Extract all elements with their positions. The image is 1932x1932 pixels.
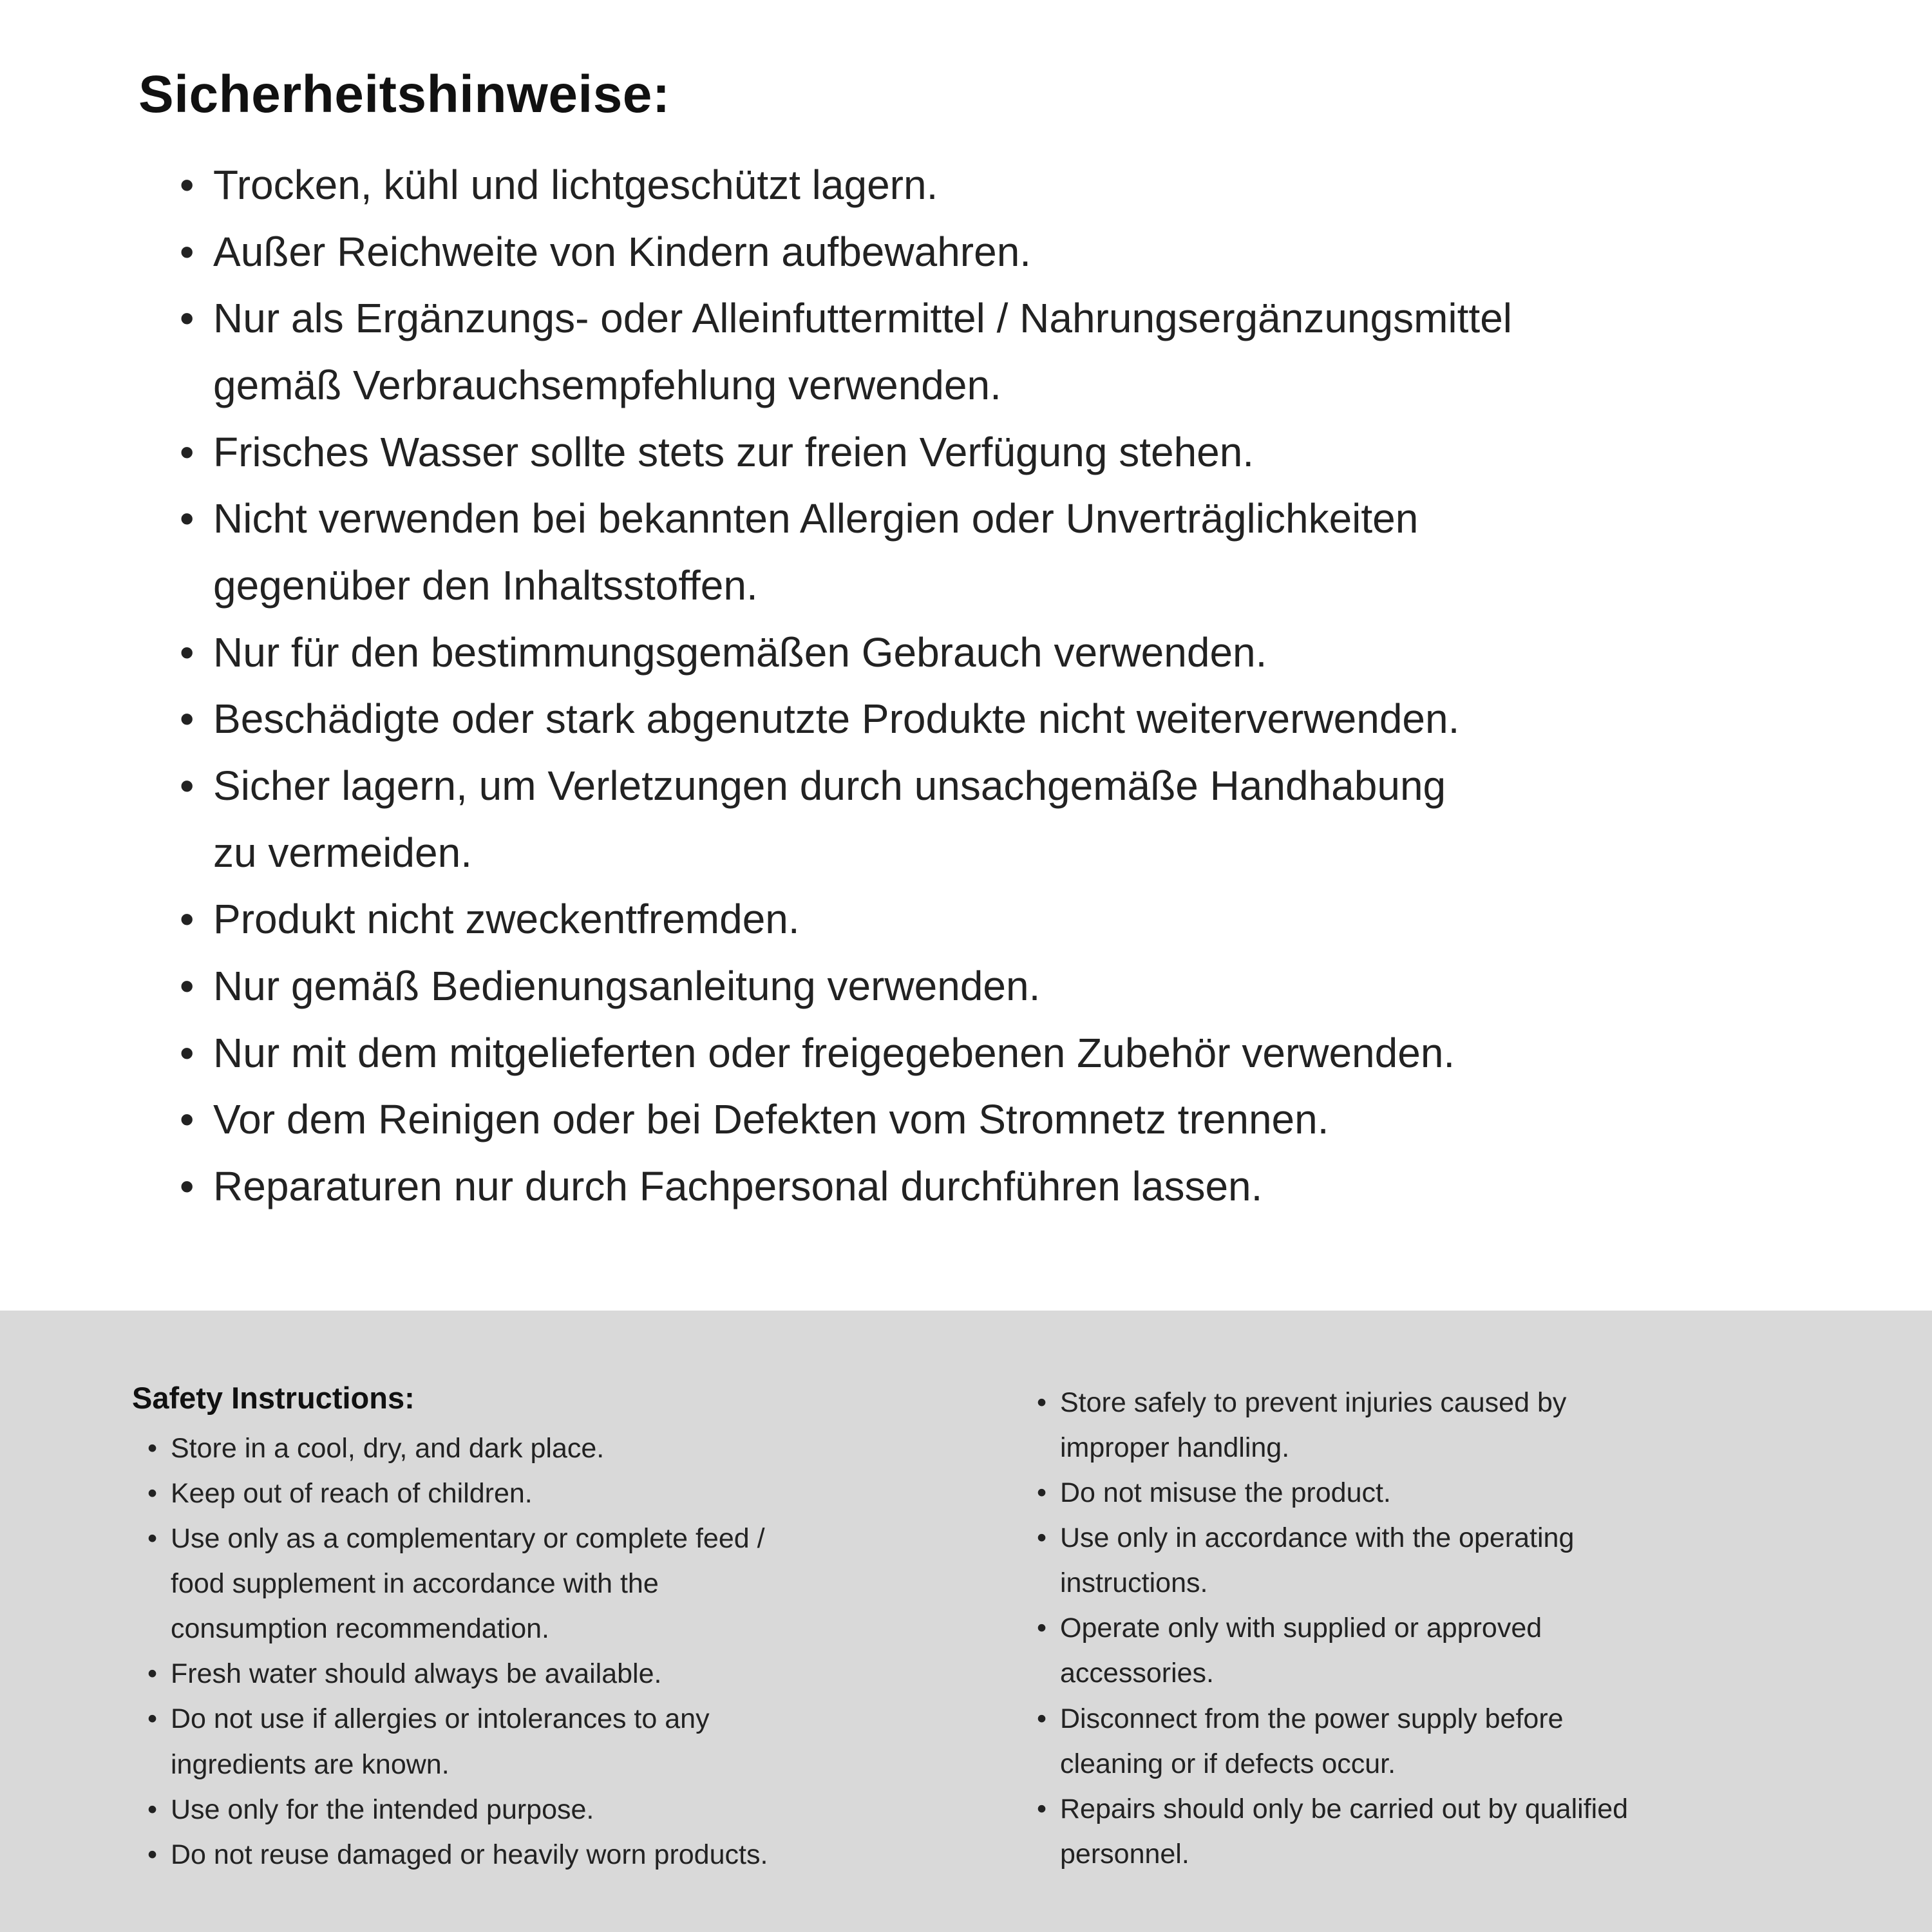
- list-item: • Reparaturen nur durch Fachpersonal durchführen lassen.: [176, 1153, 1855, 1220]
- list-item: • Außer Reichweite von Kindern aufbewahren.: [176, 219, 1855, 286]
- list-item: • Use only for the intended purpose.: [146, 1787, 1005, 1832]
- list-item: • Keep out of reach of children.: [146, 1471, 1005, 1516]
- list-item: • Do not misuse the product.: [1036, 1470, 1874, 1515]
- list-item: • Store in a cool, dry, and dark place.: [146, 1426, 1005, 1471]
- list-item: • Repairs should only be carried out by qualified personnel.: [1036, 1786, 1874, 1877]
- list-item: • Fresh water should always be available.: [146, 1651, 1005, 1696]
- list-item: • Nur als Ergänzungs- oder Alleinfuttermittel / Nahrungsergänzungsmittel gemäß Verbrauchsempfehlung verwenden.: [176, 285, 1855, 419]
- list-item: • Trocken, kühl und lichtgeschützt lagern.: [176, 152, 1855, 219]
- list-item: • Vor dem Reinigen oder bei Defekten vom Stromnetz trennen.: [176, 1086, 1855, 1153]
- german-section-title: Sicherheitshinweise:: [138, 65, 670, 124]
- english-right-column: [1036, 1380, 1874, 1932]
- list-item: • Operate only with supplied or approved accessories.: [1036, 1605, 1874, 1696]
- list-item: • Store safely to prevent injuries caused by improper handling.: [1036, 1380, 1874, 1470]
- list-item: • Nicht verwenden bei bekannten Allergien oder Unverträglichkeiten gegenüber den Inhaltsstoffen.: [176, 486, 1855, 619]
- german-safety-list: [138, 152, 1855, 1220]
- list-item: • Do not reuse damaged or heavily worn products.: [146, 1832, 1005, 1877]
- list-item: • Nur gemäß Bedienungsanleitung verwenden.: [176, 953, 1855, 1020]
- list-item: • Disconnect from the power supply before cleaning or if defects occur.: [1036, 1696, 1874, 1786]
- english-safety-section: [0, 1311, 1932, 1932]
- english-left-column: [132, 1380, 1005, 1932]
- list-item: • Nur für den bestimmungsgemäßen Gebrauch verwenden.: [176, 620, 1855, 687]
- list-item: • Frisches Wasser sollte stets zur freien Verfügung stehen.: [176, 419, 1855, 486]
- english-section-title: Safety Instructions:: [132, 1381, 415, 1415]
- english-safety-list-left: [132, 1426, 1005, 1877]
- list-item: • Use only as a complementary or complete feed / food supplement in accordance with the consumption recommendation.: [146, 1516, 1005, 1651]
- list-item: • Produkt nicht zweckentfremden.: [176, 886, 1855, 953]
- list-item: • Use only in accordance with the operating instructions.: [1036, 1515, 1874, 1605]
- list-item: • Nur mit dem mitgelieferten oder freigegebenen Zubehör verwenden.: [176, 1020, 1855, 1087]
- english-safety-list-right: [1036, 1380, 1874, 1877]
- list-item: • Do not use if allergies or intolerances to any ingredients are known.: [146, 1696, 1005, 1786]
- list-item: • Sicher lagern, um Verletzungen durch unsachgemäße Handhabung zu vermeiden.: [176, 753, 1855, 886]
- list-item: • Beschädigte oder stark abgenutzte Produkte nicht weiterverwenden.: [176, 686, 1855, 753]
